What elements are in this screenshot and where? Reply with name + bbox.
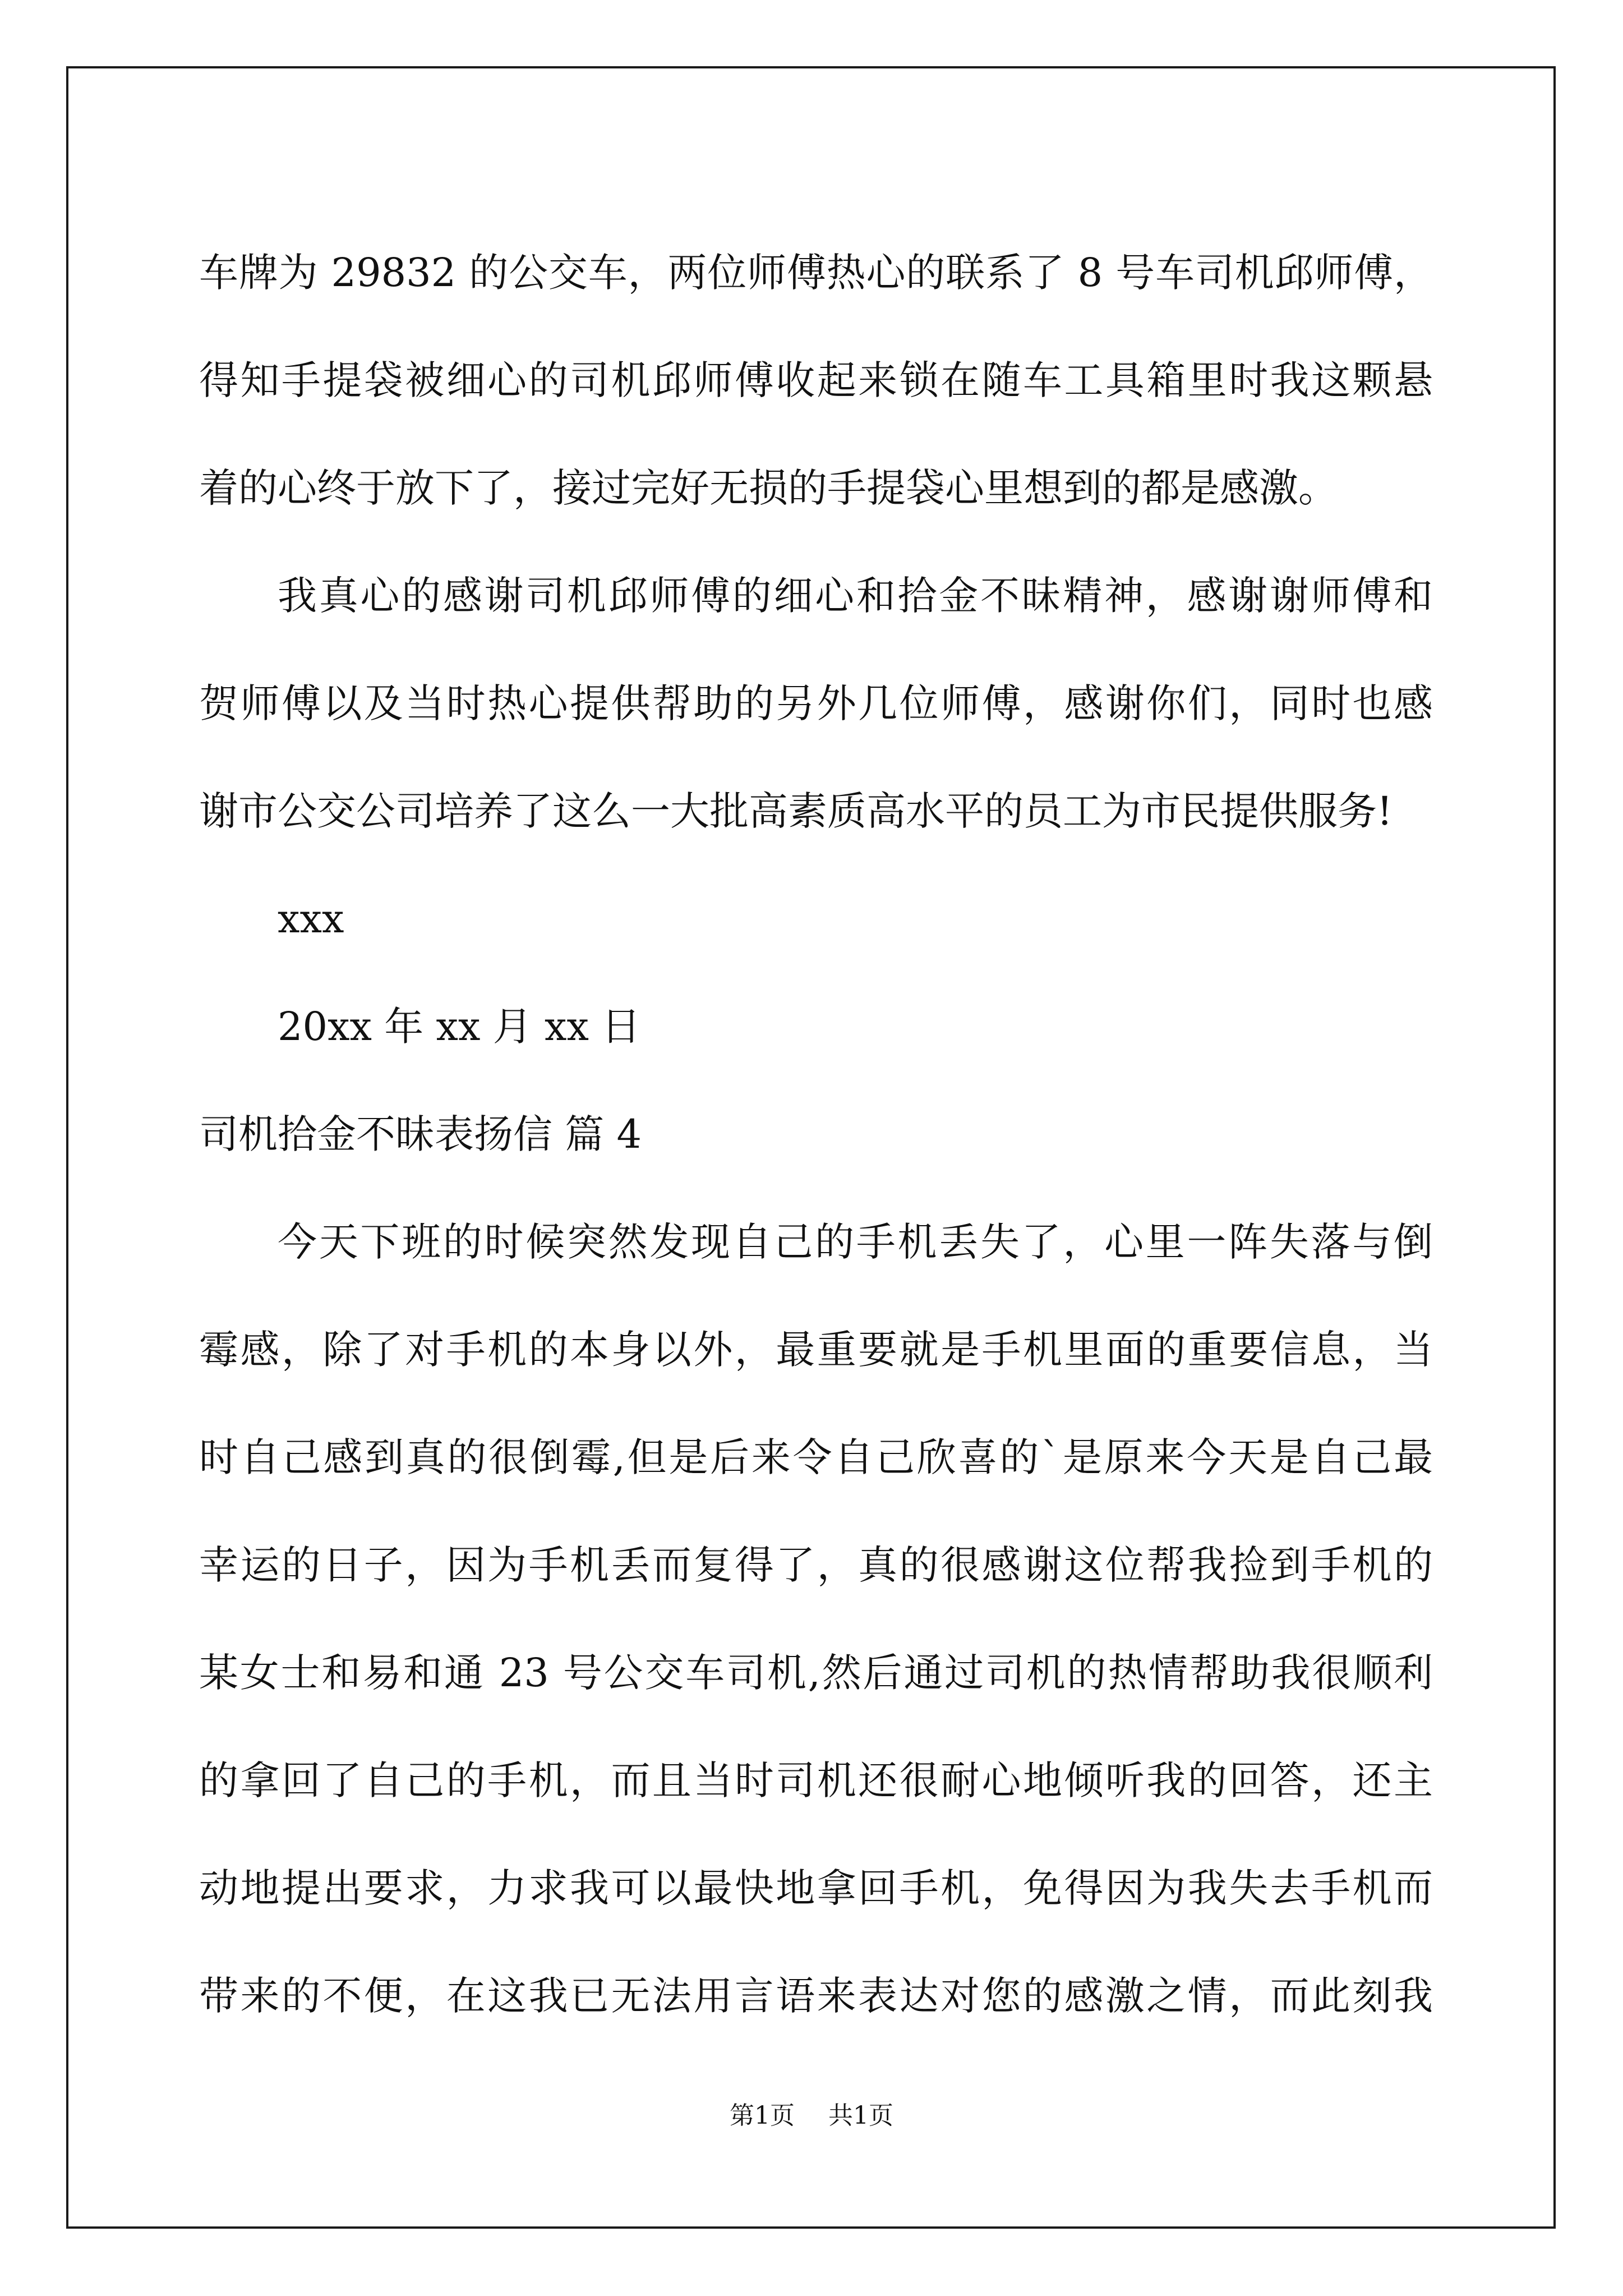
paragraph-line: 幸运的日子，因为手机丢而复得了，真的很感谢这位帮我捡到手机的 [199, 1542, 1433, 1588]
paragraph-line: 我真心的感谢司机邱师傅的细心和拾金不昧精神，感谢谢师傅和 [278, 573, 1433, 619]
page-number: 第1页 [730, 2101, 795, 2130]
section-heading: 司机拾金不昧表扬信 篇 4 [199, 1111, 642, 1157]
paragraph-line: 某女士和易和通 23 号公交车司机,然后通过司机的热情帮助我很顺利 [199, 1650, 1433, 1696]
page-footer [0, 2095, 1623, 2131]
paragraph-line: 霉感，除了对手机的本身以外，最重要就是手机里面的重要信息，当 [199, 1327, 1433, 1373]
document-body [199, 219, 1433, 2050]
paragraph-line: 今天下班的时候突然发现自己的手机丢失了，心里一阵失落与倒 [278, 1219, 1433, 1265]
paragraph-line: 得知手提袋被细心的司机邱师傅收起来锁在随车工具箱里时我这颗悬 [199, 357, 1433, 403]
paragraph-line: 着的心终于放下了，接过完好无损的手提袋心里想到的都是感激。 [199, 465, 1338, 511]
paragraph-line: 贺师傅以及当时热心提供帮助的另外几位师傅，感谢你们，同时也感 [199, 680, 1433, 726]
paragraph-line: 谢市公交公司培养了这么一大批高素质高水平的员工为市民提供服务! [199, 788, 1393, 834]
signature-date: 20xx 年 xx 月 xx 日 [278, 1004, 641, 1050]
paragraph-line: 动地提出要求，力求我可以最快地拿回手机，免得因为我失去手机而 [199, 1865, 1433, 1911]
page-total: 共1页 [828, 2101, 893, 2130]
paragraph-line: 车牌为 29832 的公交车，两位师傅热心的联系了 8 号车司机邱师傅， [199, 250, 1433, 296]
paragraph-line: 时自己感到真的很倒霉,但是后来令自己欣喜的`是原来今天是自己最 [199, 1434, 1433, 1480]
paragraph-line: 带来的不便，在这我已无法用言语来表达对您的感激之情，而此刻我 [199, 1973, 1433, 2019]
signature-name: xxx [278, 896, 344, 942]
paragraph-line: 的拿回了自己的手机，而且当时司机还很耐心地倾听我的回答，还主 [199, 1757, 1433, 1803]
